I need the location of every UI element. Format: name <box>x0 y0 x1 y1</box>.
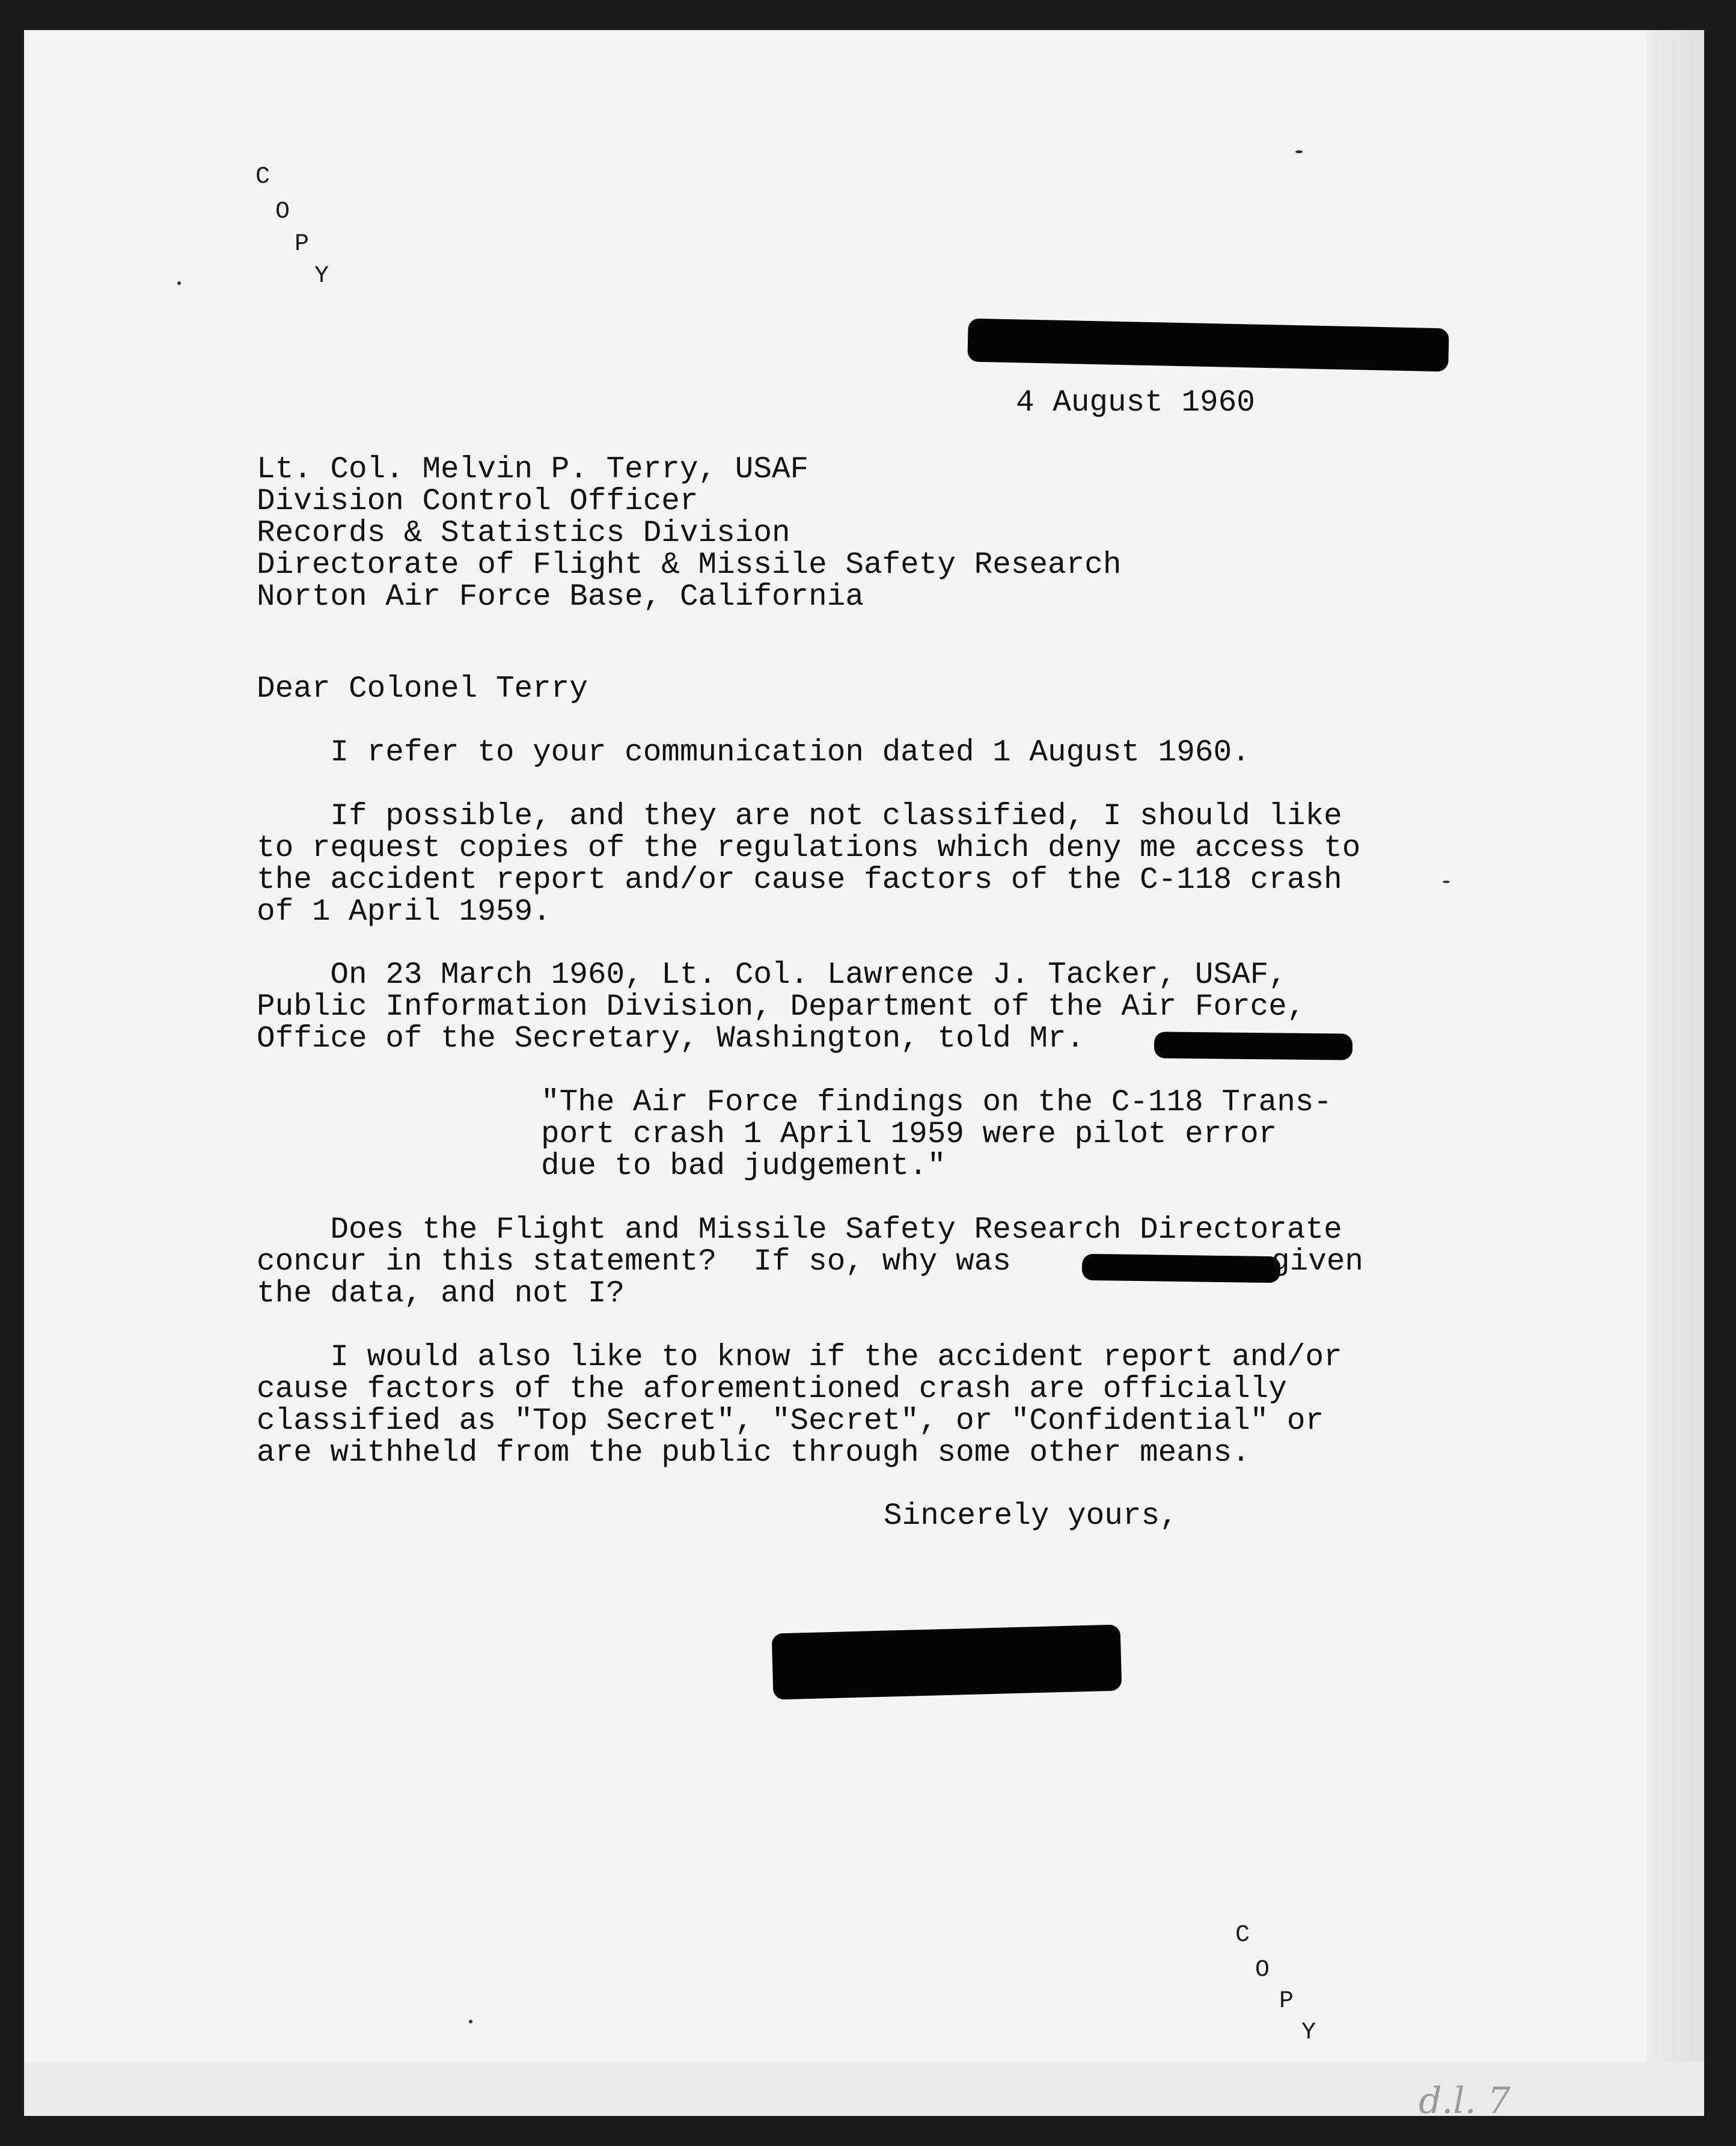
salutation: Dear Colonel Terry <box>257 672 588 706</box>
paragraph-line: the data, and not I? <box>257 1277 625 1311</box>
paragraph-line: given <box>1271 1245 1364 1279</box>
dust-speck <box>1443 881 1450 883</box>
letter-page <box>24 30 1704 2116</box>
address-line: Directorate of Flight & Missile Safety Research <box>257 548 1122 582</box>
copy-letter: O <box>1255 1957 1270 1984</box>
paragraph-1: I refer to your communication dated 1 August 1960. <box>257 736 1250 770</box>
redaction-name <box>1154 1032 1352 1060</box>
quote-line: "The Air Force findings on the C-118 Trans- <box>541 1086 1333 1120</box>
copy-letter: P <box>295 231 310 258</box>
quote-line: port crash 1 April 1959 were pilot error <box>541 1117 1277 1152</box>
paragraph-line: On 23 March 1960, Lt. Col. Lawrence J. Tacker, USAF, <box>257 958 1287 992</box>
paragraph-line: are withheld from the public through some other means. <box>257 1436 1250 1470</box>
paragraph-line: to request copies of the regulations which deny me access to <box>257 831 1361 866</box>
redaction-name <box>1082 1254 1281 1283</box>
copy-letter: Y <box>1301 2019 1316 2046</box>
handwritten-margin-note: d.l. 7 <box>1419 2080 1511 2116</box>
paragraph-line: Office of the Secretary, Washington, told Mr. <box>257 1022 1085 1056</box>
paragraph-line: Public Information Division, Department of the Air Force, <box>257 990 1306 1024</box>
dust-speck <box>469 2020 472 2023</box>
address-line: Lt. Col. Melvin P. Terry, USAF <box>257 453 809 487</box>
copy-letter: P <box>1279 1988 1294 2015</box>
paragraph-line: I would also like to know if the accident report and/or <box>257 1340 1342 1375</box>
page-edge-shadow <box>1647 30 1704 2116</box>
copy-letter: C <box>255 164 270 191</box>
paragraph-line: Does the Flight and Missile Safety Research Directorate <box>257 1213 1342 1247</box>
paragraph-line: concur in this statement? If so, why was <box>257 1245 1011 1279</box>
address-line: Division Control Officer <box>257 485 698 519</box>
dust-speck <box>1295 150 1303 153</box>
quote-line: due to bad judgement." <box>541 1149 946 1184</box>
closing: Sincerely yours, <box>884 1499 1178 1533</box>
paragraph-line: cause factors of the aforementioned crash are officially <box>257 1372 1287 1407</box>
letter-date: 4 August 1960 <box>1016 386 1255 420</box>
paragraph-line: the accident report and/or cause factors of the C-118 crash <box>257 863 1342 897</box>
address-line: Records & Statistics Division <box>257 516 790 551</box>
redaction-signature <box>772 1624 1122 1699</box>
redaction-sender <box>967 319 1449 372</box>
copy-letter: C <box>1235 1922 1250 1949</box>
address-line: Norton Air Force Base, California <box>257 580 864 614</box>
copy-letter: Y <box>314 263 329 290</box>
paragraph-line: classified as "Top Secret", "Secret", or "Confidential" or <box>257 1404 1324 1438</box>
dust-speck <box>177 281 181 285</box>
paragraph-line: of 1 April 1959. <box>257 895 551 929</box>
copy-letter: O <box>275 198 290 225</box>
paragraph-line: If possible, and they are not classified, I should like <box>257 799 1342 834</box>
